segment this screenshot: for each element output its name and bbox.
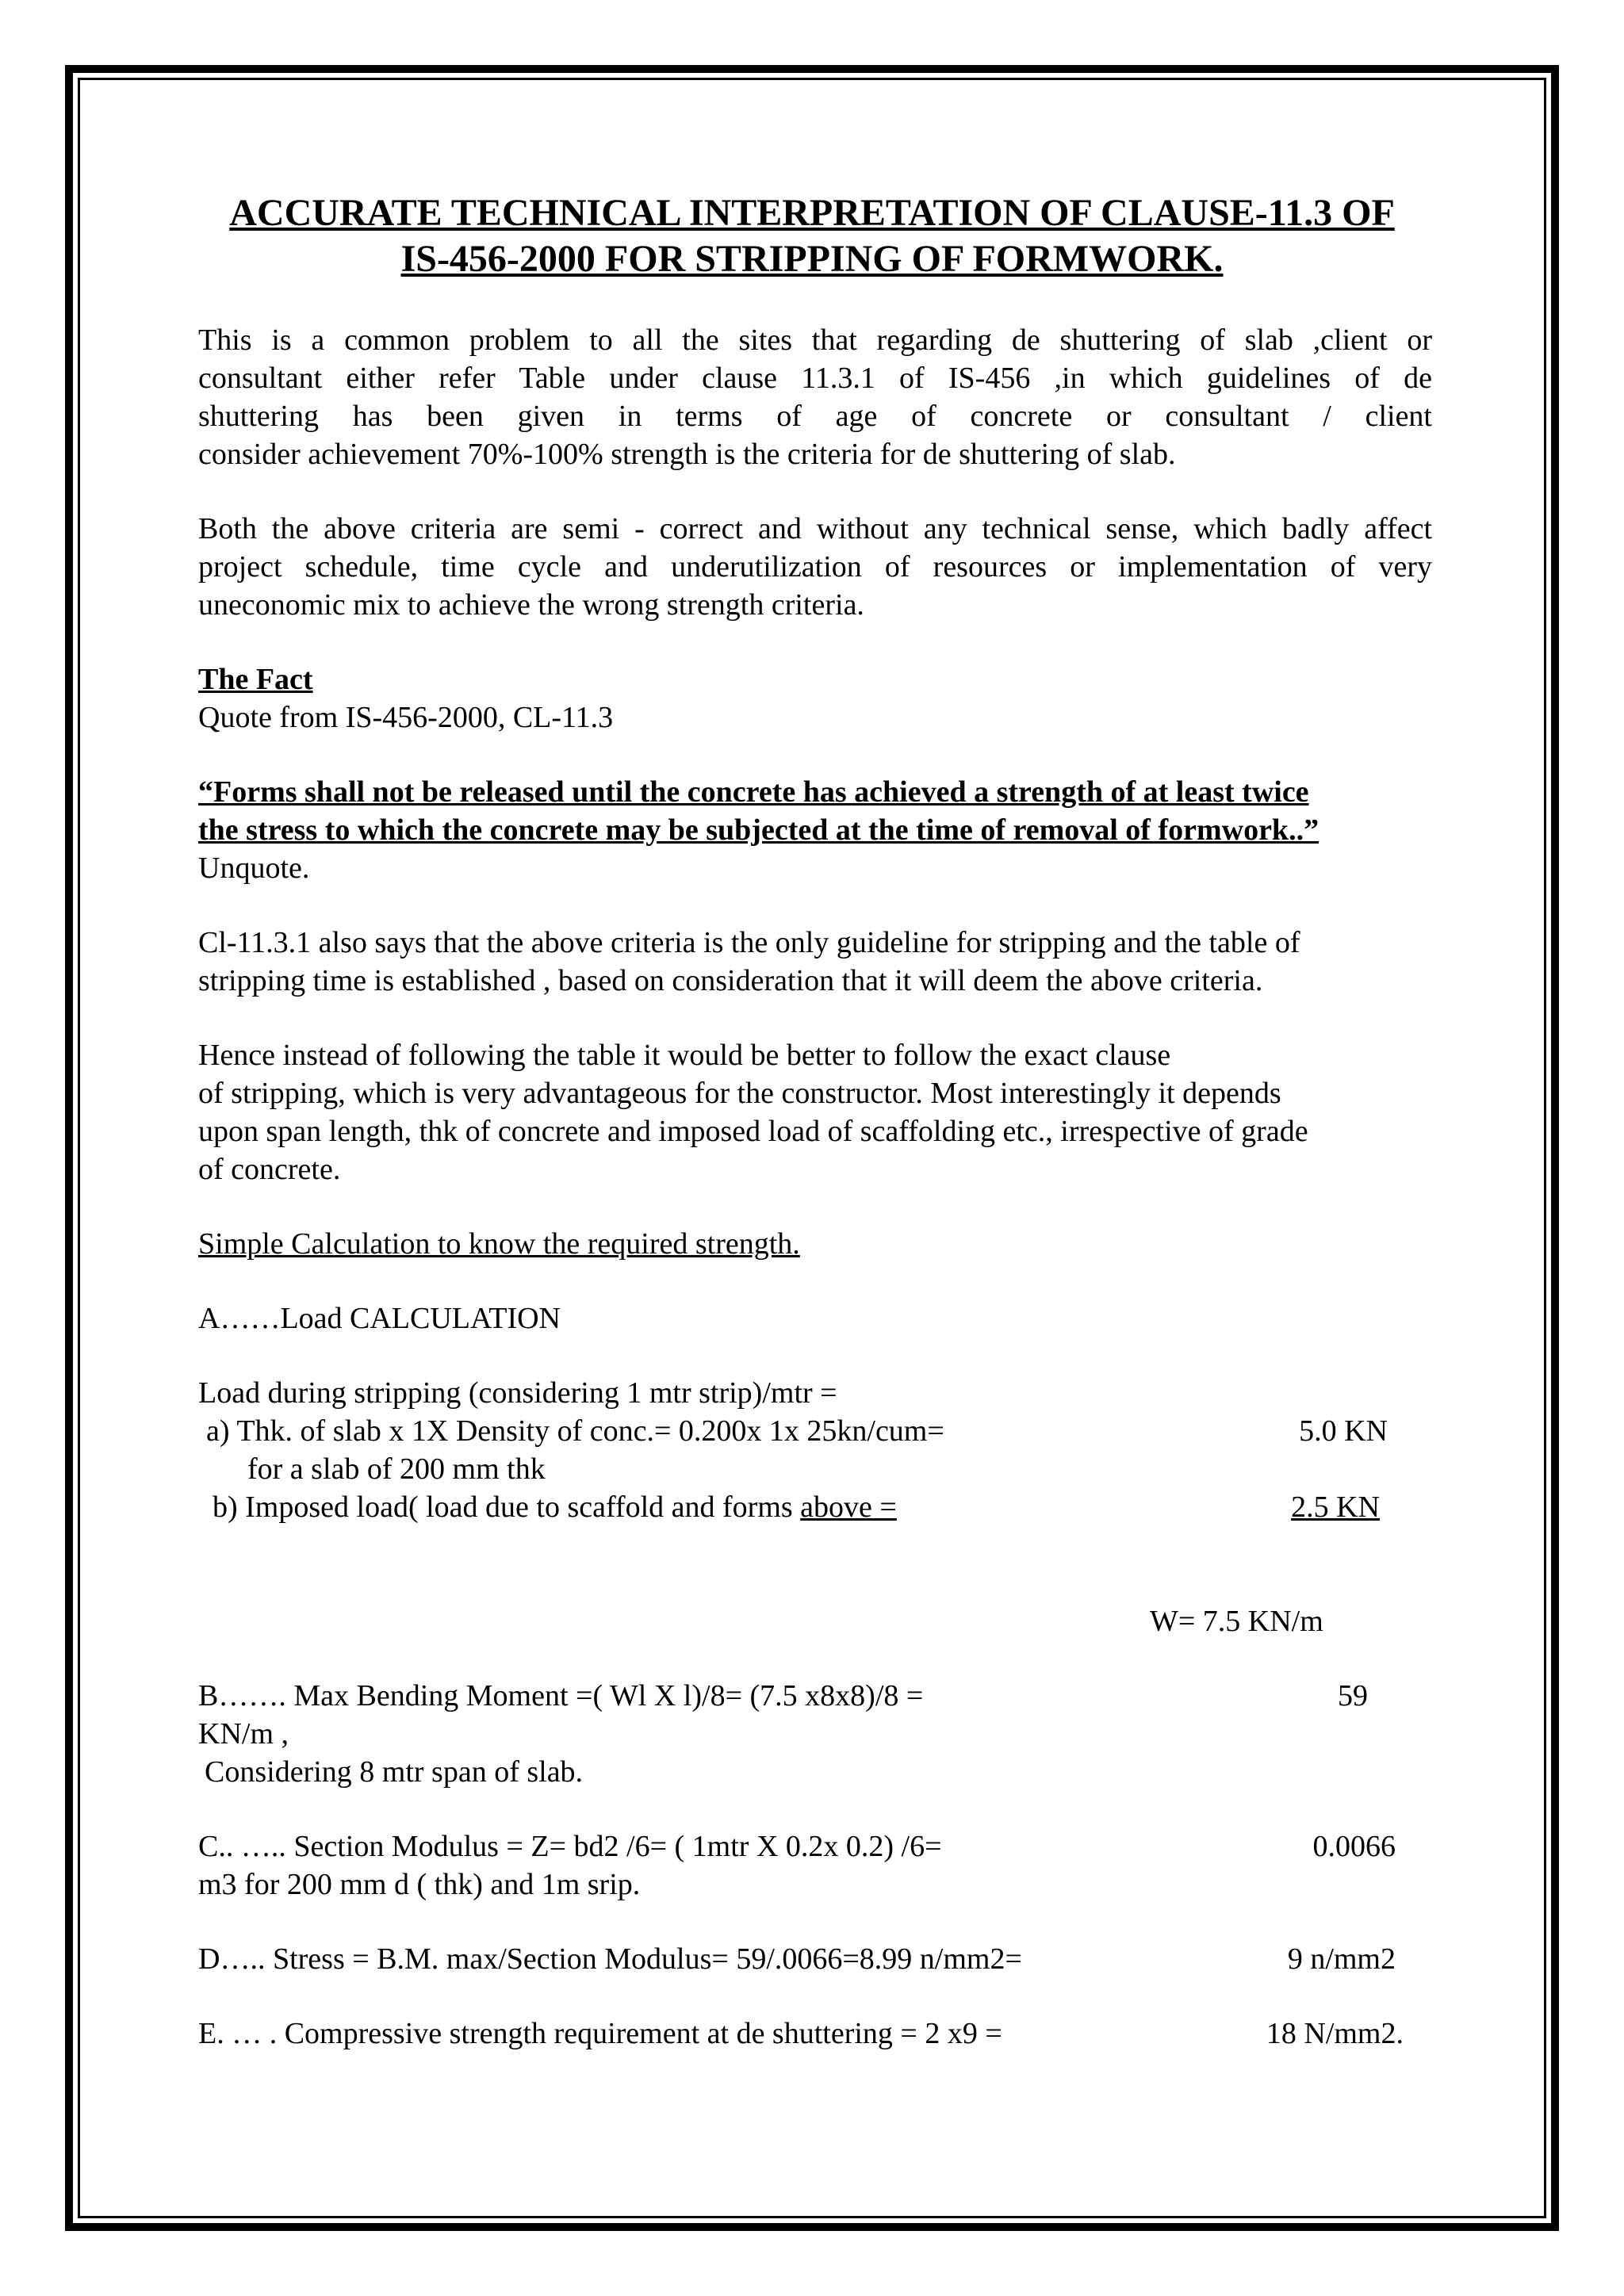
stress-line: D….. Stress = B.M. max/Section Modulus= 59/.0066=8.99 n/mm2= bbox=[198, 1942, 1022, 1976]
bending-moment-line: B……. Max Bending Moment =( Wl X l)/8= (7.5 x8x8)/8 = bbox=[198, 1679, 924, 1712]
para4-line-4: of concrete. bbox=[198, 1153, 341, 1186]
para3-line-2: stripping time is established , based on consideration that it will deem the above criteria. bbox=[198, 964, 1263, 997]
quote-line-2: the stress to which the concrete may be subjected at the time of removal of formwork..” bbox=[198, 813, 1320, 847]
para2-line-1: Both the above criteria are semi - correct and without any technical sense, which badly affect bbox=[198, 512, 1432, 545]
calc-heading: Simple Calculation to know the required strength. bbox=[198, 1227, 800, 1261]
para3-line-1: Cl-11.3.1 also says that the above criteria is the only guideline for stripping and the table of bbox=[198, 926, 1300, 959]
span-note: Considering 8 mtr span of slab. bbox=[205, 1755, 584, 1789]
load-b-line bbox=[213, 1489, 1274, 1525]
fact-heading: The Fact bbox=[198, 663, 313, 696]
para4-line-2: of stripping, which is very advantageous for the constructor. Most interestingly it depends bbox=[198, 1077, 1281, 1110]
load-b-value: 2.5 KN bbox=[1291, 1490, 1380, 1524]
para1-line-2: consultant either refer Table under clause 11.3.1 of IS-456 ,in which guidelines of de bbox=[198, 362, 1432, 395]
para1-line-3: shuttering has been given in terms of age of concrete or consultant / client bbox=[198, 400, 1432, 433]
title-line-1: ACCURATE TECHNICAL INTERPRETATION OF CLAUSE-11.3 OF bbox=[229, 192, 1395, 234]
stress-value: 9 n/mm2 bbox=[1287, 1942, 1396, 1976]
quote-line-1: “Forms shall not be released until the concrete has achieved a strength of at least twice bbox=[198, 775, 1309, 809]
section-modulus-value: 0.0066 bbox=[1312, 1830, 1396, 1863]
load-a-sub: for a slab of 200 mm thk bbox=[247, 1452, 546, 1486]
bending-moment-value: 59 bbox=[1338, 1679, 1368, 1712]
compressive-strength-value: 18 N/mm2. bbox=[1266, 2017, 1404, 2050]
load-calc-heading: A……Load CALCULATION bbox=[198, 1302, 561, 1335]
load-b-underlined: above = bbox=[800, 1490, 897, 1524]
para4-line-3: upon span length, thk of concrete and imposed load of scaffolding etc., irrespective of grade bbox=[198, 1115, 1308, 1148]
para2-line-2: project schedule, time cycle and underutilization of resources or implementation of very bbox=[198, 550, 1432, 584]
para2-line-3: uneconomic mix to achieve the wrong strength criteria. bbox=[198, 588, 864, 622]
title-line-2: IS-456-2000 FOR STRIPPING OF FORMWORK. bbox=[400, 238, 1224, 280]
load-intro: Load during stripping (considering 1 mtr strip)/mtr = bbox=[198, 1376, 837, 1410]
load-a-line: a) Thk. of slab x 1X Density of conc.= 0.200x 1x 25kn/cum= bbox=[206, 1414, 944, 1448]
bending-moment-unit: KN/m , bbox=[198, 1717, 289, 1751]
para4-line-1: Hence instead of following the table it would be better to follow the exact clause bbox=[198, 1039, 1171, 1072]
compressive-strength-line: E. … . Compressive strength requirement at de shuttering = 2 x9 = bbox=[198, 2017, 1002, 2050]
para1-line-1: This is a common problem to all the sites that regarding de shuttering of slab ,client or bbox=[198, 323, 1432, 357]
unquote: Unquote. bbox=[198, 851, 310, 885]
load-a-value: 5.0 KN bbox=[1299, 1414, 1388, 1448]
quote-intro: Quote from IS-456-2000, CL-11.3 bbox=[198, 701, 614, 734]
section-modulus-line: C.. ….. Section Modulus = Z= bd2 /6= ( 1mtr X 0.2x 0.2) /6= bbox=[198, 1830, 942, 1863]
load-b-text: b) Imposed load( load due to scaffold and forms bbox=[213, 1490, 801, 1524]
total-load: W= 7.5 KN/m bbox=[1150, 1605, 1323, 1638]
para1-line-4: consider achievement 70%-100% strength is the criteria for de shuttering of slab. bbox=[198, 438, 1176, 471]
section-modulus-note: m3 for 200 mm d ( thk) and 1m srip. bbox=[198, 1868, 641, 1901]
